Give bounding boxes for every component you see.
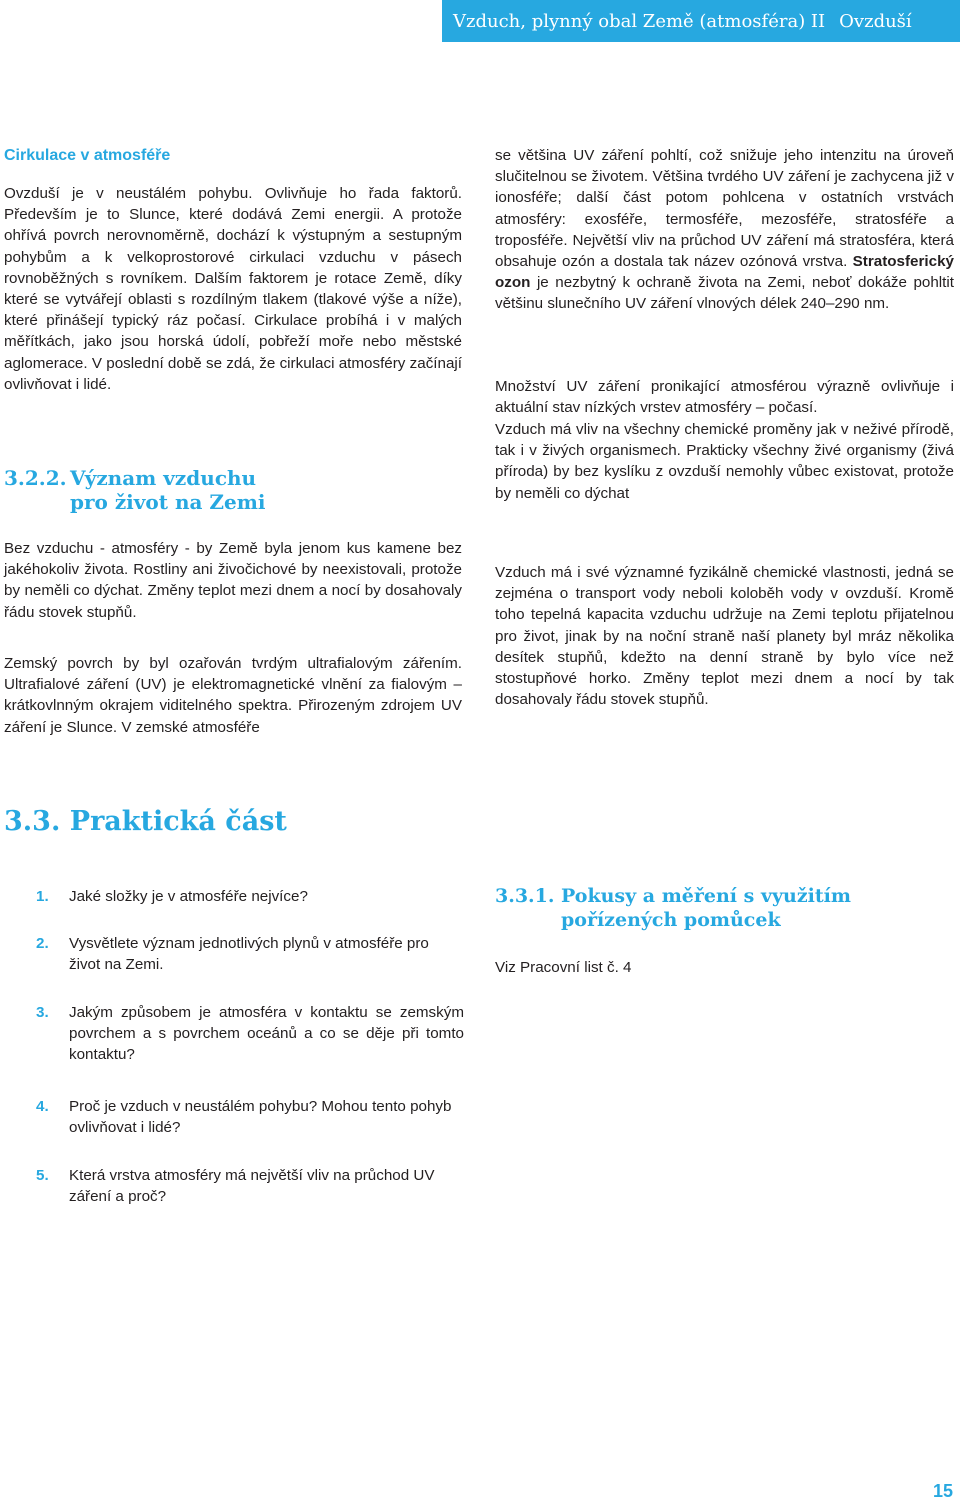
section-322-title-line1: Význam vzduchu [70, 466, 257, 490]
right-p2-block [495, 376, 954, 418]
section-331-note-block [495, 957, 954, 978]
circulation-text-block [4, 183, 462, 395]
circulation-paragraph: Ovzduší je v neustálém pohybu. Ovlivňuje ho řada faktorů. Především je to Slunce, které dodává Zemi energii. A protože ohřívá povrch nerovnoměrně, dochází k výstupným a sestupným pohybům a k velkoprostorové cirkulaci vzduchu v pásech rovnoběžných s rovníkem. Dalším faktorem je rotace Země, díky které se vytvářejí oblasti s rozdílným tlakem (tlakové výše a níže), které přinášejí typický ráz počasí. Cirkulace probíhá i v malých měřítkách, jako jsou horská údolí, pobřeží moře nebo městské aglomerace. V poslední době se zdá, že cirkulaci atmosféry začínají ovlivňovat i lidé. [4, 185, 462, 393]
section-33-title: Praktická část [69, 806, 287, 837]
question-number: 2. [36, 935, 49, 952]
question-text: Jakým způsobem je atmosféra v kontaktu se zemským povrchem a s povrchem oceánů a co se děje při tomto kontaktu? [69, 1004, 464, 1064]
page-number: 15 [933, 1481, 954, 1501]
section-322-p2-block [4, 653, 462, 738]
right-p3-block [495, 419, 954, 504]
question-text: Proč je vzduch v neustálém pohybu? Mohou tento pohyb ovlivňovat i lidé? [69, 1098, 452, 1137]
right-p1 [495, 145, 954, 315]
right-p4-block [495, 562, 954, 710]
circulation-heading: Cirkulace v atmosféře [4, 147, 171, 164]
section-322-title-line2: pro život na Zemi [70, 490, 266, 514]
right-p1-bold: Stratosferický ozon [495, 253, 954, 292]
question-number: 1. [36, 888, 49, 905]
question-number: 4. [36, 1098, 49, 1115]
question-text: Jaké složky je v atmosféře nejvíce? [69, 888, 308, 905]
question-text: Která vrstva atmosféry má největší vliv na průchod UV záření a proč? [69, 1167, 435, 1206]
right-p1-block [495, 145, 954, 315]
section-322-p1-block [4, 538, 462, 623]
section-322-p1: Bez vzduchu - atmosféry - by Země byla jenom kus kamene bez jakéhokoliv života. Rostliny ani živočichové by neexistovali, protože by neměli co dýchat. Změny teplot mezi dnem a nocí by dosahovaly řádu stovek stupňů. [4, 540, 462, 621]
right-p3: Vzduch má vliv na všechny chemické proměny jak v neživé přírodě, tak i v živých organismech. Prakticky všechny živé organismy (živá příroda) by bez kyslíku z ovzduší nemohly vůbec existovat, protože by neměli co dýchat [495, 421, 954, 502]
section-33-number: 3.3. [4, 806, 61, 837]
section-331-heading [495, 884, 954, 932]
section-33-heading [4, 805, 464, 839]
section-322-p2: Zemský povrch by byl ozařován tvrdým ultrafialovým zářením. Ultrafialové záření (UV) je elektromagnetické vlnění za fialovým – krátkovlnným okrajem viditelného spektra. Přirozeným zdrojem UV záření je Slunce. V zemské atmosféře [4, 655, 462, 736]
right-p4: Vzduch má i své významné fyzikálně chemické vlastnosti, jedná se zejména o transport vody neboli koloběh vody v ovzduší. Kromě toho tepelná kapacita vzduchu udržuje na Zemi teplotu přijatelnou pro život, jinak by na noční straně naší planety byl mráz několika desítek stupňů, kdežto na denní straně by bylo více než stostupňové horko. Změny teplot mezi dnem a nocí by tak dosahovaly řádu stovek stupňů. [495, 564, 954, 709]
section-331-title-line1: Pokusy a měření s využitím [561, 885, 851, 907]
right-p1-start: se většina UV záření pohltí, což snižuje jeho intenzitu na úroveň slučitelnou se životem. Většina tvrdého UV záření je zachycena již v ionosféře; další část potom pohlcena v ostatních vrstvách atmosféry: exosféře, termosféře, mezosféře, stratosféře a troposféře. Největší vliv na průchod UV záření má stratosféra, která obsahuje ozón a dostala tak název ozónová vrstva. [495, 147, 954, 271]
section-331-note: Viz Pracovní list č. 4 [495, 959, 632, 976]
section-322-number: 3.2.2. [4, 466, 67, 490]
section-331-number: 3.3.1. [495, 885, 555, 907]
right-p2: Množství UV záření pronikající atmosférou výrazně ovlivňuje i aktuální stav nízkých vrstev atmosféry – počasí. [495, 378, 954, 417]
section-331-title-line2: pořízených pomůcek [561, 909, 781, 931]
header-title: Vzduch, plynný obal Země (atmosféra) II [453, 10, 826, 32]
question-text: Vysvětlete význam jednotlivých plynů v atmosféře pro život na Zemi. [69, 935, 429, 974]
section-322-heading [4, 466, 462, 514]
right-p1-end: je nezbytný k ochraně života na Zemi, neboť dokáže pohltit většinu slunečního UV záření vlnových délek 240–290 nm. [495, 274, 954, 313]
header-section: Ovzduší [839, 10, 912, 32]
question-number: 5. [36, 1167, 49, 1184]
circulation-heading-block [4, 145, 462, 166]
question-number: 3. [36, 1004, 49, 1021]
header-bar [442, 0, 960, 42]
